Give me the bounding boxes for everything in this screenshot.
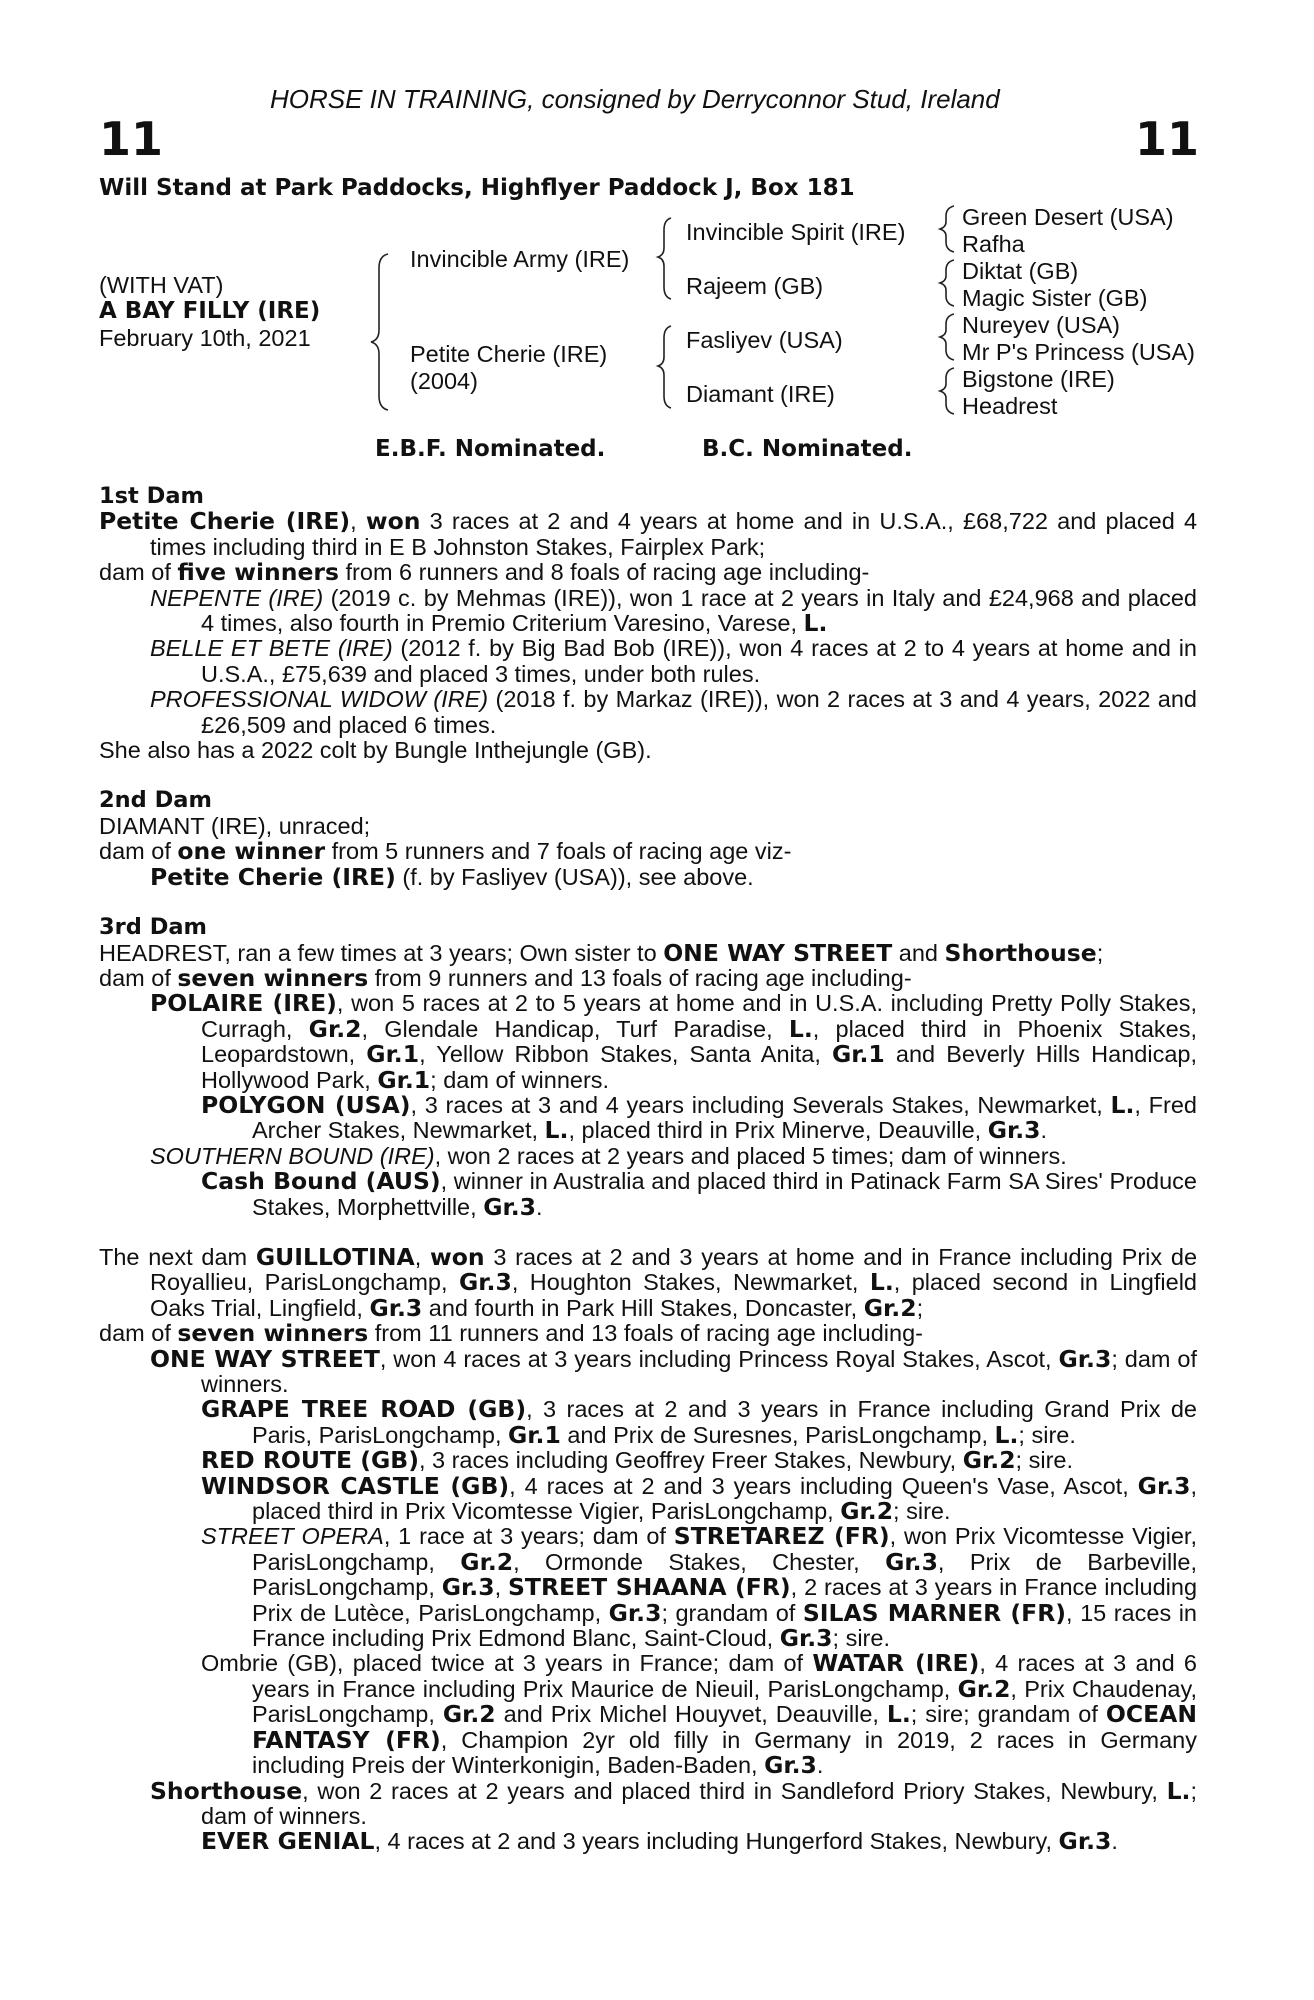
text-run: , won 2 races at 2 years and placed 5 times; dam of winners. bbox=[434, 1142, 1067, 1169]
text-run: , 3 races at 3 and 4 years including Severals Stakes, Newmarket, bbox=[410, 1091, 1111, 1118]
text-run: dam of bbox=[99, 1320, 178, 1347]
text-run: ; dam of winners. bbox=[201, 1345, 1198, 1397]
bold-run: Gr.2 bbox=[460, 1547, 514, 1576]
italic-run: PROFESSIONAL WIDOW (IRE) bbox=[150, 686, 489, 713]
text-run: (2018 f. by Markaz (IRE)), won 2 races at 3 and 4 years, 2022 and £26,509 and placed 6 times. bbox=[201, 686, 1197, 738]
bold-run: Gr.3 bbox=[441, 1573, 495, 1602]
text-run: , Houghton Stakes, Newmarket, bbox=[511, 1269, 870, 1296]
text-run: , Fred Archer Stakes, Newmarket, bbox=[252, 1091, 1197, 1144]
dam3-produce-line bbox=[99, 963, 1197, 992]
bold-run: L. bbox=[1110, 1090, 1135, 1119]
gen3-2: Rafha bbox=[962, 231, 1025, 257]
italic-run: SOUTHERN BOUND (IRE) bbox=[150, 1142, 435, 1169]
text-run: Ombrie (GB), placed twice at 3 years in France; dam of bbox=[201, 1650, 813, 1677]
bold-run: SILAS MARNER (FR) bbox=[802, 1598, 1067, 1627]
text-run: from 5 runners and 7 foals of racing age viz- bbox=[325, 838, 792, 865]
italic-run: STREET OPERA bbox=[201, 1523, 384, 1550]
bold-run: OCEAN FANTASY (FR) bbox=[252, 1700, 1197, 1754]
text-run: , 2 races at 3 years in France including Prix de Lutèce, ParisLongchamp, bbox=[252, 1574, 1198, 1626]
bold-run: L. bbox=[803, 609, 828, 638]
bold-run: Gr.3 bbox=[1058, 1827, 1112, 1856]
text-run: ; bbox=[1096, 939, 1104, 966]
bold-run: Gr.2 bbox=[962, 1446, 1016, 1475]
dam2-heading: 2nd Dam bbox=[99, 787, 212, 814]
text-run: dam of bbox=[99, 559, 178, 586]
bold-run: L. bbox=[544, 1116, 569, 1145]
dam1-foal-professional-widow bbox=[99, 687, 1197, 738]
text-run: . bbox=[1111, 1828, 1118, 1855]
stand-location: Will Stand at Park Paddocks, Highflyer Paddock J, Box 181 bbox=[99, 175, 855, 201]
bold-run: Gr.1 bbox=[508, 1420, 561, 1449]
next-dam-foal-one-way-street bbox=[99, 1344, 1198, 1398]
text-run: , 1 race at 3 years; dam of bbox=[383, 1523, 674, 1550]
bold-run: Cash Bound (AUS) bbox=[201, 1167, 441, 1196]
text-run: 3 races at 2 and 4 years at home and in U.S.A., £68,722 and placed 4 times including third in E B Johnston Stakes, Fairplex Park; bbox=[150, 508, 1198, 560]
vat-note: (WITH VAT) bbox=[99, 272, 224, 298]
dam3-foal-southern-bound bbox=[99, 1144, 1197, 1169]
text-run: , won 2 races at 2 years and placed third in Sandleford Priory Stakes, Newbury, bbox=[302, 1777, 1167, 1804]
next-dam-grandfoal-grape-tree-road bbox=[99, 1397, 1197, 1448]
text-run: dam of bbox=[99, 838, 178, 865]
text-run: ; sire. bbox=[1015, 1447, 1074, 1474]
gen3-1: Green Desert (USA) bbox=[962, 204, 1174, 230]
text-run: and fourth in Park Hill Stakes, Doncaster, bbox=[422, 1294, 864, 1321]
text-run: , Yellow Ribbon Stakes, Santa Anita, bbox=[419, 1041, 832, 1068]
text-run: , Prix Chaudenay, ParisLongchamp, bbox=[252, 1675, 1197, 1728]
text-run: and Beverly Hills Handicap, Hollywood Park, bbox=[201, 1041, 1197, 1093]
bold-run: Gr.1 bbox=[366, 1040, 420, 1069]
dam2-foal-petite-cherie bbox=[99, 862, 1197, 891]
bold-run: Gr.1 bbox=[831, 1040, 885, 1069]
text-run: , placed third in Phoenix Stakes, Leopardstown, bbox=[201, 1015, 1197, 1068]
bold-run: GRAPE TREE ROAD (GB) bbox=[201, 1395, 527, 1424]
text-run: , placed third in Prix Minerve, Deauville, bbox=[568, 1117, 988, 1144]
text-run: The next dam bbox=[99, 1243, 256, 1270]
text-run: ; bbox=[916, 1294, 924, 1321]
consignor-line: HORSE IN TRAINING, consigned by Derryconnor Stud, Ireland bbox=[270, 84, 1000, 114]
bold-run: Gr.2 bbox=[957, 1674, 1011, 1703]
lot-number-left: 11 bbox=[99, 112, 164, 166]
dam-dam: Diamant (IRE) bbox=[686, 381, 835, 407]
text-run: (2019 c. by Mehmas (IRE)), won 1 race at 2 years in Italy and £24,968 and placed 4 times, also fourth in Premio Criterium Varesino, Varese, bbox=[201, 584, 1197, 637]
next-dam-grandfoal-red-route bbox=[99, 1448, 1197, 1473]
text-run: , 3 races including Geoffrey Freer Stakes, Newbury, bbox=[418, 1447, 963, 1474]
text-run: , winner in Australia and placed third in Patinack Farm SA Sires' Produce Stakes, Morphettville, bbox=[252, 1168, 1197, 1220]
bold-run: WINDSOR CASTLE (GB) bbox=[201, 1471, 510, 1500]
dam3-foal-polaire bbox=[99, 991, 1197, 1093]
next-dam-grandfoal-ever-genial bbox=[99, 1829, 1197, 1854]
dam3-summary bbox=[99, 938, 1197, 967]
dam: Petite Cherie (IRE) bbox=[410, 341, 608, 367]
text-run: . bbox=[816, 1752, 824, 1779]
dam3-heading: 3rd Dam bbox=[99, 914, 207, 941]
bold-run: Gr.2 bbox=[863, 1293, 917, 1322]
bold-run: Gr.2 bbox=[308, 1014, 362, 1043]
bold-run: Shorthouse bbox=[150, 1776, 303, 1805]
bold-run: Gr.3 bbox=[608, 1598, 662, 1627]
gen3-3: Diktat (GB) bbox=[962, 258, 1079, 284]
bold-run: L. bbox=[994, 1420, 1019, 1449]
text-run: (2012 f. by Big Bad Bob (IRE)), won 4 races at 2 to 4 years at home and in U.S.A., £75,639 and placed 3 times, under both rules. bbox=[201, 635, 1198, 687]
dam1-heading: 1st Dam bbox=[99, 483, 204, 509]
bold-run: Gr.3 bbox=[1058, 1344, 1112, 1373]
text-run: , bbox=[350, 508, 366, 535]
bold-run: POLYGON (USA) bbox=[201, 1090, 411, 1119]
bold-run: Gr.2 bbox=[840, 1497, 894, 1526]
italic-run: BELLE ET BETE (IRE) bbox=[150, 635, 393, 662]
gen3-4: Magic Sister (GB) bbox=[962, 285, 1148, 311]
text-run: HEADREST, ran a few times at 3 years; Own sister to bbox=[99, 939, 664, 966]
next-dam-grandfoal-street-opera bbox=[99, 1524, 1197, 1651]
dam2-produce-line bbox=[99, 839, 1197, 864]
text-run: and Prix Michel Houyvet, Deauville, bbox=[495, 1701, 887, 1728]
bold-run: Gr.3 bbox=[483, 1192, 536, 1221]
gen3-5: Nureyev (USA) bbox=[962, 312, 1121, 338]
text-run: , placed second in Lingfield Oaks Trial, Lingfield, bbox=[150, 1269, 1197, 1321]
bold-run: L. bbox=[1166, 1776, 1191, 1805]
text-run: ; sire. bbox=[1018, 1421, 1076, 1448]
sire: Invincible Army (IRE) bbox=[410, 246, 630, 272]
text-run: dam of bbox=[99, 964, 178, 991]
next-dam-grandfoal-windsor-castle bbox=[99, 1471, 1198, 1526]
gen3-6: Mr P's Princess (USA) bbox=[962, 339, 1195, 365]
bold-run: Petite Cherie (IRE) bbox=[150, 862, 396, 891]
bold-run: Gr.2 bbox=[442, 1700, 496, 1729]
ebf-nominated: E.B.F. Nominated. bbox=[375, 436, 606, 462]
bold-run: Gr.3 bbox=[779, 1624, 833, 1653]
bold-run: STRETAREZ (FR) bbox=[673, 1522, 890, 1551]
text-run: ; dam of winners. bbox=[430, 1066, 610, 1093]
next-dam-foal-shorthouse bbox=[99, 1776, 1197, 1830]
text-run: , Prix de Barbeville, ParisLongchamp, bbox=[252, 1548, 1197, 1601]
bold-run: Shorthouse bbox=[944, 938, 1097, 967]
text-run: DIAMANT (IRE), unraced; bbox=[99, 812, 371, 839]
text-run: She also has a 2022 colt by Bungle Inthejungle (GB). bbox=[99, 737, 652, 764]
text-run: , won 5 races at 2 to 5 years at home and in U.S.A. including Pretty Polly Stakes, Curragh, bbox=[201, 990, 1197, 1042]
text-run: . bbox=[536, 1193, 543, 1220]
bold-run: EVER GENIAL bbox=[201, 1827, 375, 1856]
bold-run: won bbox=[365, 507, 421, 536]
bold-run: Gr.3 bbox=[764, 1751, 817, 1780]
text-run: from 11 runners and 13 foals of racing age including- bbox=[368, 1320, 923, 1347]
text-run: ; grandam of bbox=[661, 1599, 803, 1626]
bold-run: seven winners bbox=[177, 1319, 369, 1348]
dam-year: (2004) bbox=[410, 368, 478, 394]
text-run: , 15 races in France including Prix Edmond Blanc, Saint-Cloud, bbox=[252, 1599, 1197, 1652]
text-run: , 4 races at 2 and 3 years including Hungerford Stakes, Newbury, bbox=[374, 1828, 1059, 1855]
text-run: and bbox=[892, 939, 945, 966]
bold-run: L. bbox=[788, 1014, 813, 1043]
next-dam-grandfoal-ombrie bbox=[99, 1651, 1197, 1778]
text-run: 3 races at 2 and 3 years at home and in France including Prix de Royallieu, ParisLongchamp, bbox=[150, 1243, 1198, 1296]
text-run: , won 4 races at 3 years including Princess Royal Stakes, Ascot, bbox=[379, 1345, 1059, 1372]
text-run: ; sire; grandam of bbox=[910, 1701, 1106, 1728]
bold-run: ONE WAY STREET bbox=[150, 1344, 380, 1373]
dam1-foal-belle-et-bete bbox=[99, 636, 1197, 687]
sire-dam: Rajeem (GB) bbox=[686, 273, 824, 299]
dam3-grandfoal-polygon bbox=[99, 1090, 1197, 1145]
lot-number-right: 11 bbox=[1134, 112, 1199, 166]
text-run: ; sire. bbox=[832, 1625, 890, 1652]
text-run: (f. by Fasliyev (USA)), see above. bbox=[395, 863, 754, 890]
dam1-foal-nepente bbox=[99, 586, 1197, 637]
text-run: . bbox=[1040, 1117, 1048, 1144]
text-run: and Prix de Suresnes, ParisLongchamp, bbox=[560, 1421, 995, 1448]
text-run: , Glendale Handicap, Turf Paradise, bbox=[361, 1015, 789, 1042]
foaling-date: February 10th, 2021 bbox=[99, 325, 311, 351]
dam1-summary bbox=[99, 509, 1197, 560]
text-run: , 4 races at 2 and 3 years including Queen's Vase, Ascot, bbox=[509, 1472, 1138, 1499]
dam2-summary bbox=[99, 814, 1197, 839]
dam-sire: Fasliyev (USA) bbox=[686, 327, 843, 353]
bold-run: Gr.3 bbox=[1137, 1471, 1191, 1500]
text-run: from 9 runners and 13 foals of racing age including- bbox=[368, 964, 912, 991]
text-run: , bbox=[414, 1243, 430, 1270]
italic-run: NEPENTE (IRE) bbox=[150, 584, 324, 611]
text-run: , Ormonde Stakes, Chester, bbox=[513, 1548, 886, 1575]
bold-run: L. bbox=[869, 1268, 894, 1297]
bold-run: RED ROUTE (GB) bbox=[201, 1446, 419, 1475]
text-run: , placed third in Prix Vicomtesse Vigier, ParisLongchamp, bbox=[252, 1472, 1198, 1525]
text-run: , 4 races at 3 and 6 years in France including Prix Maurice de Nieuil, ParisLongchamp, bbox=[252, 1650, 1197, 1702]
next-dam-produce-line bbox=[99, 1321, 1197, 1346]
bold-run: Gr.3 bbox=[369, 1293, 423, 1322]
bold-run: Gr.3 bbox=[459, 1268, 512, 1297]
text-run: , bbox=[494, 1574, 508, 1601]
bold-run: Gr.3 bbox=[885, 1547, 938, 1576]
bold-run: L. bbox=[886, 1700, 911, 1729]
bold-run: Gr.1 bbox=[377, 1065, 431, 1094]
text-run: , Champion 2yr old filly in Germany in 2019, 2 races in Germany including Preis der Winterkonigin, Baden-Baden, bbox=[252, 1726, 1198, 1779]
text-run: , 3 races at 2 and 3 years in France including Grand Prix de Paris, ParisLongchamp, bbox=[252, 1396, 1197, 1448]
horse-description: A BAY FILLY (IRE) bbox=[99, 298, 321, 324]
bold-run: POLAIRE (IRE) bbox=[150, 989, 337, 1018]
bold-run: STREET SHAANA (FR) bbox=[507, 1573, 791, 1602]
bold-run: won bbox=[429, 1242, 485, 1271]
gen3-7: Bigstone (IRE) bbox=[962, 366, 1115, 392]
bold-run: Petite Cherie (IRE) bbox=[99, 507, 351, 536]
bold-run: GUILLOTINA bbox=[255, 1242, 415, 1271]
bold-run: seven winners bbox=[177, 963, 369, 992]
dam3-grandfoal-cash-bound bbox=[99, 1169, 1197, 1220]
text-run: from 6 runners and 8 foals of racing age including- bbox=[338, 559, 870, 586]
bold-run: WATAR (IRE) bbox=[812, 1649, 980, 1678]
text-run: ; sire. bbox=[893, 1498, 951, 1525]
next-dam-summary bbox=[99, 1242, 1198, 1322]
produce-record bbox=[99, 484, 1197, 1855]
text-run: , won Prix Vicomtesse Vigier, ParisLongchamp, bbox=[252, 1523, 1197, 1575]
text-run: ; dam of winners. bbox=[201, 1777, 1197, 1829]
bold-run: ONE WAY STREET bbox=[663, 938, 893, 967]
bold-run: one winner bbox=[177, 837, 326, 866]
bold-run: five winners bbox=[177, 558, 339, 587]
sire-sire: Invincible Spirit (IRE) bbox=[686, 219, 906, 245]
bc-nominated: B.C. Nominated. bbox=[702, 436, 913, 462]
dam1-current-foal bbox=[99, 738, 1197, 763]
bold-run: Gr.3 bbox=[987, 1116, 1041, 1145]
dam1-produce-line bbox=[99, 560, 1197, 585]
gen3-8: Headrest bbox=[962, 393, 1058, 419]
